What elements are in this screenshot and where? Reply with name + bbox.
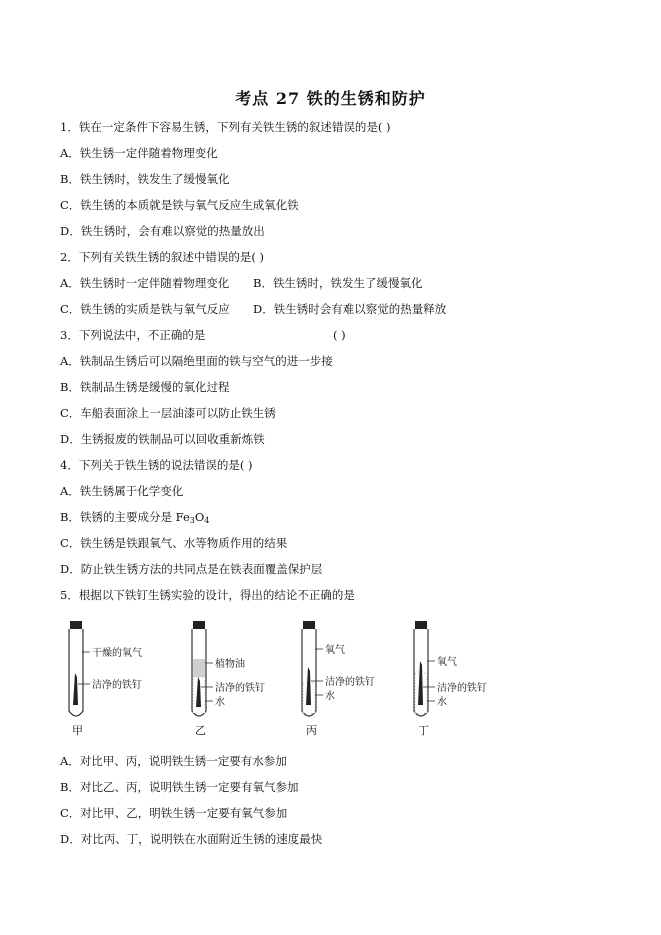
q4-option-a: A．铁生锈属于化学变化 [60, 484, 184, 498]
q4-option-b [60, 510, 209, 528]
q3-option-b: B．铁制品生锈是缓慢的氧化过程 [60, 380, 230, 394]
q1-option-c: C．铁生锈的本质就是铁与氧气反应生成氧化铁 [60, 198, 299, 212]
tube-bing-label-nail: 洁净的铁钉 [325, 677, 375, 688]
q4-formula-o: O [194, 510, 205, 524]
tube-ding-label-nail: 洁净的铁钉 [437, 683, 487, 694]
page-title: 考点 27 铁的生锈和防护 [235, 89, 426, 108]
q4-formula-sub-3: 3 [189, 516, 195, 525]
tube-ding [414, 621, 487, 737]
q5-stem: 5．根据以下铁钉生锈实验的设计，得出的结论不正确的是 [60, 588, 355, 602]
q1-option-b: B．铁生锈时，铁发生了缓慢氧化 [60, 172, 230, 186]
tube-ding-label-oxygen: 氧气 [437, 657, 457, 668]
tube-yi-label-nail: 洁净的铁钉 [215, 683, 265, 694]
tube-yi [192, 621, 265, 737]
oil-layer [193, 659, 205, 677]
q3-answer-paren: ( ) [333, 328, 346, 342]
q3-option-c: C．车船表面涂上一层油漆可以防止铁生锈 [60, 406, 276, 420]
q3-option-a: A．铁制品生锈后可以隔绝里面的铁与空气的进一步接 [60, 354, 333, 368]
tube-jia-name: 甲 [72, 724, 83, 737]
q5-experiment-figure [60, 615, 500, 740]
q4-stem: 4．下列关于铁生锈的说法错误的是( ) [60, 458, 253, 472]
q2-option-c: C．铁生锈的实质是铁与氧气反应 [60, 302, 230, 316]
tube-yi-name: 乙 [195, 724, 206, 737]
q2-option-b: B．铁生锈时，铁发生了缓慢氧化 [253, 276, 423, 290]
q4-option-c: C．铁生锈是铁跟氧气、水等物质作用的结果 [60, 536, 288, 550]
q4-option-b-text: B．铁锈的主要成分是 Fe [60, 510, 190, 524]
q1-option-d: D．铁生锈时，会有难以察觉的热量放出 [60, 224, 265, 238]
q5-option-d: D．对比丙、丁，说明铁在水面附近生锈的速度最快 [60, 832, 323, 846]
tube-jia [69, 621, 142, 737]
tube-ding-label-water: 水 [437, 697, 447, 708]
tube-bing-label-water: 水 [325, 691, 335, 702]
tube-bing-name: 丙 [306, 724, 317, 737]
nail-icon [73, 673, 78, 705]
tube-jia-label-oxygen: 干燥的氧气 [92, 648, 142, 659]
tube-bing [302, 621, 375, 737]
q2-option-d: D．铁生锈时会有难以察觉的热量释放 [253, 302, 447, 316]
tube-ding-name: 丁 [418, 724, 429, 737]
test-tubes-diagram [60, 615, 500, 740]
q5-option-b: B．对比乙、丙，说明铁生锈一定要有氧气参加 [60, 780, 299, 794]
q2-option-a: A．铁生锈时一定伴随着物理变化 [60, 276, 230, 290]
q5-option-c: C．对比甲、乙，明铁生锈一定要有氧气参加 [60, 806, 288, 820]
q3-option-d: D．生锈报废的铁制品可以回收重新炼铁 [60, 432, 265, 446]
q4-formula-sub-4: 4 [204, 516, 210, 525]
q4-option-d: D．防止铁生锈方法的共同点是在铁表面覆盖保护层 [60, 562, 323, 576]
tube-jia-label-nail: 洁净的铁钉 [92, 680, 142, 691]
tube-bing-label-oxygen: 氧气 [325, 645, 345, 656]
q3-stem: 3．下列说法中，不正确的是 [60, 328, 206, 342]
q2-stem: 2．下列有关铁生锈的叙述中错误的是( ) [60, 250, 264, 264]
q5-option-a: A．对比甲、丙，说明铁生锈一定要有水参加 [60, 754, 287, 768]
tube-yi-label-water: 水 [215, 697, 225, 708]
q1-stem: 1．铁在一定条件下容易生锈，下列有关铁生锈的叙述错误的是( ) [60, 120, 391, 134]
tube-yi-label-oil: 植物油 [215, 659, 245, 670]
q1-option-a: A．铁生锈一定伴随着物理变化 [60, 146, 218, 160]
